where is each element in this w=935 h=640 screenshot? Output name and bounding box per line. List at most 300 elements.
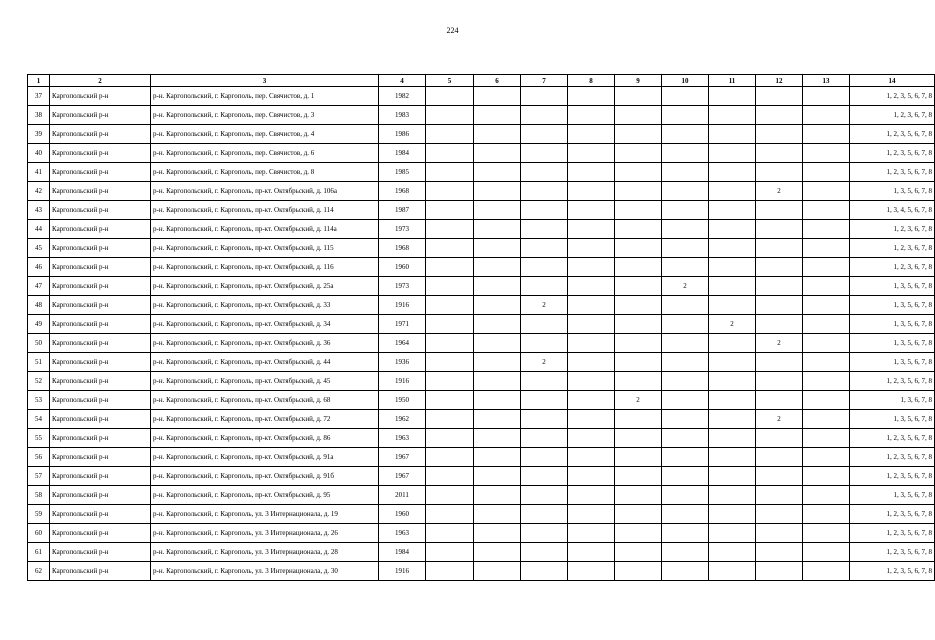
col-7-cell bbox=[521, 87, 568, 106]
col-6-cell bbox=[474, 543, 521, 562]
header-cell-col-4: 4 bbox=[379, 75, 426, 87]
codes-cell: 1, 2, 3, 5, 6, 7, 8 bbox=[850, 543, 935, 562]
col-5-cell bbox=[426, 258, 474, 277]
col-7-cell bbox=[521, 505, 568, 524]
row-number-cell: 56 bbox=[28, 448, 50, 467]
col-7-cell bbox=[521, 448, 568, 467]
header-cell-col-10: 10 bbox=[662, 75, 709, 87]
header-cell-col-11: 11 bbox=[709, 75, 756, 87]
table-row bbox=[28, 277, 935, 296]
col-6-cell bbox=[474, 334, 521, 353]
col-11-cell bbox=[709, 353, 756, 372]
col-10-cell bbox=[662, 505, 709, 524]
address-cell: р-н. Каргопольский, г. Каргополь, пр-кт. Октябрьский, д. 33 bbox=[151, 296, 379, 315]
row-number-cell: 41 bbox=[28, 163, 50, 182]
col-6-cell bbox=[474, 220, 521, 239]
year-cell: 1960 bbox=[379, 505, 426, 524]
address-cell: р-н. Каргопольский, г. Каргополь, пр-кт. Октябрьский, д. 91а bbox=[151, 448, 379, 467]
col-8-cell bbox=[568, 410, 615, 429]
codes-cell: 1, 3, 5, 6, 7, 8 bbox=[850, 277, 935, 296]
col-12-cell bbox=[756, 524, 803, 543]
col-10-cell bbox=[662, 258, 709, 277]
col-8-cell bbox=[568, 505, 615, 524]
col-9-cell bbox=[615, 315, 662, 334]
table-row bbox=[28, 144, 935, 163]
col-6-cell bbox=[474, 372, 521, 391]
row-number-cell: 37 bbox=[28, 87, 50, 106]
year-cell: 1983 bbox=[379, 106, 426, 125]
header-cell-col-6: 6 bbox=[474, 75, 521, 87]
col-7-cell bbox=[521, 410, 568, 429]
row-number-cell: 54 bbox=[28, 410, 50, 429]
col-13-cell bbox=[803, 258, 850, 277]
col-9-cell bbox=[615, 448, 662, 467]
year-cell: 1967 bbox=[379, 448, 426, 467]
year-cell: 1960 bbox=[379, 258, 426, 277]
col-10-cell bbox=[662, 410, 709, 429]
codes-cell: 1, 2, 3, 5, 6, 7, 8 bbox=[850, 562, 935, 581]
col-7-cell bbox=[521, 239, 568, 258]
address-cell: р-н. Каргопольский, г. Каргополь, ул. 3 Интернационала, д. 26 bbox=[151, 524, 379, 543]
year-cell: 1968 bbox=[379, 239, 426, 258]
col-12-cell bbox=[756, 258, 803, 277]
table-row bbox=[28, 125, 935, 144]
codes-cell: 1, 3, 5, 6, 7, 8 bbox=[850, 486, 935, 505]
col-10-cell bbox=[662, 296, 709, 315]
codes-cell: 1, 2, 3, 5, 6, 7, 8 bbox=[850, 429, 935, 448]
row-number-cell: 52 bbox=[28, 372, 50, 391]
col-13-cell bbox=[803, 296, 850, 315]
district-cell: Каргопольский р-н bbox=[50, 277, 151, 296]
col-11-cell bbox=[709, 277, 756, 296]
col-12-cell bbox=[756, 106, 803, 125]
col-13-cell bbox=[803, 201, 850, 220]
row-number-cell: 43 bbox=[28, 201, 50, 220]
col-13-cell bbox=[803, 220, 850, 239]
col-7-cell bbox=[521, 334, 568, 353]
table-row bbox=[28, 410, 935, 429]
col-5-cell bbox=[426, 429, 474, 448]
year-cell: 1971 bbox=[379, 315, 426, 334]
col-6-cell bbox=[474, 467, 521, 486]
col-11-cell bbox=[709, 372, 756, 391]
col-8-cell bbox=[568, 391, 615, 410]
col-12-cell bbox=[756, 353, 803, 372]
year-cell: 1984 bbox=[379, 543, 426, 562]
address-cell: р-н. Каргопольский, г. Каргополь, пер. Свячистов, д. 6 bbox=[151, 144, 379, 163]
codes-cell: 1, 2, 3, 5, 6, 7, 8 bbox=[850, 505, 935, 524]
header-cell-col-5: 5 bbox=[426, 75, 474, 87]
col-10-cell bbox=[662, 144, 709, 163]
codes-cell: 1, 3, 6, 7, 8 bbox=[850, 391, 935, 410]
col-5-cell bbox=[426, 524, 474, 543]
col-8-cell bbox=[568, 296, 615, 315]
codes-cell: 1, 3, 4, 5, 6, 7, 8 bbox=[850, 201, 935, 220]
col-12-cell bbox=[756, 448, 803, 467]
col-5-cell bbox=[426, 87, 474, 106]
col-11-cell bbox=[709, 543, 756, 562]
table-row bbox=[28, 353, 935, 372]
table-row bbox=[28, 220, 935, 239]
table-row bbox=[28, 258, 935, 277]
col-10-cell bbox=[662, 353, 709, 372]
district-cell: Каргопольский р-н bbox=[50, 87, 151, 106]
col-5-cell bbox=[426, 125, 474, 144]
col-9-cell bbox=[615, 353, 662, 372]
address-cell: р-н. Каргопольский, г. Каргополь, пр-кт. Октябрьский, д. 45 bbox=[151, 372, 379, 391]
col-13-cell bbox=[803, 315, 850, 334]
table-row bbox=[28, 543, 935, 562]
col-7-cell bbox=[521, 125, 568, 144]
col-13-cell bbox=[803, 467, 850, 486]
row-number-cell: 47 bbox=[28, 277, 50, 296]
codes-cell: 1, 2, 3, 5, 6, 7, 8 bbox=[850, 144, 935, 163]
table-row bbox=[28, 296, 935, 315]
col-12-cell: 2 bbox=[756, 410, 803, 429]
col-8-cell bbox=[568, 353, 615, 372]
table-row bbox=[28, 391, 935, 410]
col-13-cell bbox=[803, 277, 850, 296]
col-12-cell bbox=[756, 144, 803, 163]
col-5-cell bbox=[426, 163, 474, 182]
year-cell: 1968 bbox=[379, 182, 426, 201]
row-number-cell: 38 bbox=[28, 106, 50, 125]
col-7-cell bbox=[521, 201, 568, 220]
row-number-cell: 39 bbox=[28, 125, 50, 144]
codes-cell: 1, 2, 3, 5, 6, 7, 8 bbox=[850, 467, 935, 486]
col-9-cell bbox=[615, 410, 662, 429]
col-5-cell bbox=[426, 182, 474, 201]
header-cell-col-1: 1 bbox=[28, 75, 50, 87]
col-10-cell bbox=[662, 467, 709, 486]
district-cell: Каргопольский р-н bbox=[50, 562, 151, 581]
col-7-cell bbox=[521, 524, 568, 543]
col-11-cell bbox=[709, 106, 756, 125]
housing-registry-table bbox=[27, 74, 935, 581]
col-11-cell bbox=[709, 87, 756, 106]
col-10-cell: 2 bbox=[662, 277, 709, 296]
col-7-cell bbox=[521, 144, 568, 163]
col-9-cell bbox=[615, 277, 662, 296]
header-row bbox=[28, 75, 935, 87]
col-8-cell bbox=[568, 448, 615, 467]
col-13-cell bbox=[803, 239, 850, 258]
row-number-cell: 40 bbox=[28, 144, 50, 163]
district-cell: Каргопольский р-н bbox=[50, 296, 151, 315]
col-8-cell bbox=[568, 201, 615, 220]
col-5-cell bbox=[426, 486, 474, 505]
col-5-cell bbox=[426, 391, 474, 410]
codes-cell: 1, 3, 5, 6, 7, 8 bbox=[850, 296, 935, 315]
header-cell-col-12: 12 bbox=[756, 75, 803, 87]
col-5-cell bbox=[426, 562, 474, 581]
col-8-cell bbox=[568, 106, 615, 125]
col-12-cell bbox=[756, 391, 803, 410]
col-9-cell bbox=[615, 429, 662, 448]
address-cell: р-н. Каргопольский, г. Каргополь, пр-кт. Октябрьский, д. 36 bbox=[151, 334, 379, 353]
district-cell: Каргопольский р-н bbox=[50, 505, 151, 524]
col-10-cell bbox=[662, 543, 709, 562]
col-11-cell bbox=[709, 239, 756, 258]
col-12-cell: 2 bbox=[756, 334, 803, 353]
header-cell-col-8: 8 bbox=[568, 75, 615, 87]
address-cell: р-н. Каргопольский, г. Каргополь, пр-кт. Октябрьский, д. 106а bbox=[151, 182, 379, 201]
header-cell-col-13: 13 bbox=[803, 75, 850, 87]
address-cell: р-н. Каргопольский, г. Каргополь, пер. Свячистов, д. 8 bbox=[151, 163, 379, 182]
year-cell: 1963 bbox=[379, 524, 426, 543]
year-cell: 1982 bbox=[379, 87, 426, 106]
col-11-cell bbox=[709, 524, 756, 543]
col-7-cell bbox=[521, 429, 568, 448]
col-6-cell bbox=[474, 239, 521, 258]
col-10-cell bbox=[662, 201, 709, 220]
district-cell: Каргопольский р-н bbox=[50, 543, 151, 562]
col-13-cell bbox=[803, 87, 850, 106]
col-8-cell bbox=[568, 220, 615, 239]
col-9-cell bbox=[615, 334, 662, 353]
col-8-cell bbox=[568, 562, 615, 581]
col-6-cell bbox=[474, 486, 521, 505]
col-11-cell bbox=[709, 144, 756, 163]
address-cell: р-н. Каргопольский, г. Каргополь, пр-кт. Октябрьский, д. 114 bbox=[151, 201, 379, 220]
col-13-cell bbox=[803, 334, 850, 353]
table-row bbox=[28, 182, 935, 201]
col-13-cell bbox=[803, 163, 850, 182]
col-7-cell bbox=[521, 182, 568, 201]
col-10-cell bbox=[662, 334, 709, 353]
address-cell: р-н. Каргопольский, г. Каргополь, пр-кт. Октябрьский, д. 114а bbox=[151, 220, 379, 239]
col-10-cell bbox=[662, 87, 709, 106]
header-cell-col-14: 14 bbox=[850, 75, 935, 87]
col-10-cell bbox=[662, 315, 709, 334]
codes-cell: 1, 3, 5, 6, 7, 8 bbox=[850, 353, 935, 372]
col-8-cell bbox=[568, 277, 615, 296]
col-10-cell bbox=[662, 486, 709, 505]
address-cell: р-н. Каргопольский, г. Каргополь, пр-кт. Октябрьский, д. 34 bbox=[151, 315, 379, 334]
col-11-cell bbox=[709, 258, 756, 277]
col-7-cell: 2 bbox=[521, 353, 568, 372]
col-5-cell bbox=[426, 543, 474, 562]
district-cell: Каргопольский р-н bbox=[50, 334, 151, 353]
col-5-cell bbox=[426, 296, 474, 315]
district-cell: Каргопольский р-н bbox=[50, 182, 151, 201]
col-12-cell bbox=[756, 505, 803, 524]
row-number-cell: 50 bbox=[28, 334, 50, 353]
year-cell: 1916 bbox=[379, 372, 426, 391]
col-6-cell bbox=[474, 144, 521, 163]
codes-cell: 1, 2, 3, 5, 6, 7, 8 bbox=[850, 524, 935, 543]
address-cell: р-н. Каргопольский, г. Каргополь, пр-кт. Октябрьский, д. 116 bbox=[151, 258, 379, 277]
col-6-cell bbox=[474, 429, 521, 448]
col-5-cell bbox=[426, 334, 474, 353]
col-9-cell bbox=[615, 524, 662, 543]
col-5-cell bbox=[426, 315, 474, 334]
col-11-cell bbox=[709, 486, 756, 505]
col-13-cell bbox=[803, 448, 850, 467]
col-9-cell bbox=[615, 467, 662, 486]
address-cell: р-н. Каргопольский, г. Каргополь, ул. 3 Интернационала, д. 19 bbox=[151, 505, 379, 524]
col-6-cell bbox=[474, 410, 521, 429]
year-cell: 1967 bbox=[379, 467, 426, 486]
col-8-cell bbox=[568, 87, 615, 106]
row-number-cell: 51 bbox=[28, 353, 50, 372]
col-12-cell bbox=[756, 201, 803, 220]
col-6-cell bbox=[474, 353, 521, 372]
col-7-cell bbox=[521, 220, 568, 239]
col-11-cell bbox=[709, 182, 756, 201]
col-11-cell bbox=[709, 505, 756, 524]
col-9-cell bbox=[615, 144, 662, 163]
year-cell: 1987 bbox=[379, 201, 426, 220]
col-9-cell bbox=[615, 543, 662, 562]
col-7-cell bbox=[521, 391, 568, 410]
col-13-cell bbox=[803, 486, 850, 505]
col-10-cell bbox=[662, 372, 709, 391]
col-8-cell bbox=[568, 182, 615, 201]
district-cell: Каргопольский р-н bbox=[50, 467, 151, 486]
col-12-cell bbox=[756, 163, 803, 182]
col-6-cell bbox=[474, 315, 521, 334]
col-7-cell bbox=[521, 467, 568, 486]
col-7-cell bbox=[521, 372, 568, 391]
col-7-cell bbox=[521, 277, 568, 296]
col-10-cell bbox=[662, 125, 709, 144]
col-12-cell bbox=[756, 315, 803, 334]
col-10-cell bbox=[662, 524, 709, 543]
table-row bbox=[28, 505, 935, 524]
col-11-cell: 2 bbox=[709, 315, 756, 334]
col-13-cell bbox=[803, 562, 850, 581]
col-8-cell bbox=[568, 315, 615, 334]
col-9-cell bbox=[615, 562, 662, 581]
col-12-cell bbox=[756, 220, 803, 239]
year-cell: 1962 bbox=[379, 410, 426, 429]
table-header bbox=[28, 75, 935, 87]
col-10-cell bbox=[662, 429, 709, 448]
col-7-cell bbox=[521, 562, 568, 581]
district-cell: Каргопольский р-н bbox=[50, 448, 151, 467]
col-9-cell bbox=[615, 106, 662, 125]
header-cell-col-3: 3 bbox=[151, 75, 379, 87]
col-13-cell bbox=[803, 524, 850, 543]
codes-cell: 1, 3, 5, 6, 7, 8 bbox=[850, 182, 935, 201]
address-cell: р-н. Каргопольский, г. Каргополь, пр-кт. Октябрьский, д. 72 bbox=[151, 410, 379, 429]
col-11-cell bbox=[709, 391, 756, 410]
row-number-cell: 42 bbox=[28, 182, 50, 201]
district-cell: Каргопольский р-н bbox=[50, 125, 151, 144]
col-11-cell bbox=[709, 429, 756, 448]
header-cell-col-2: 2 bbox=[50, 75, 151, 87]
codes-cell: 1, 2, 3, 5, 6, 7, 8 bbox=[850, 125, 935, 144]
district-cell: Каргопольский р-н bbox=[50, 410, 151, 429]
col-12-cell bbox=[756, 486, 803, 505]
row-number-cell: 53 bbox=[28, 391, 50, 410]
col-5-cell bbox=[426, 410, 474, 429]
row-number-cell: 58 bbox=[28, 486, 50, 505]
district-cell: Каргопольский р-н bbox=[50, 220, 151, 239]
table-row bbox=[28, 467, 935, 486]
year-cell: 1950 bbox=[379, 391, 426, 410]
row-number-cell: 57 bbox=[28, 467, 50, 486]
col-8-cell bbox=[568, 334, 615, 353]
codes-cell: 1, 2, 3, 6, 7, 8 bbox=[850, 106, 935, 125]
col-8-cell bbox=[568, 372, 615, 391]
row-number-cell: 46 bbox=[28, 258, 50, 277]
col-7-cell bbox=[521, 543, 568, 562]
col-6-cell bbox=[474, 391, 521, 410]
address-cell: р-н. Каргопольский, г. Каргополь, пер. Свячистов, д. 4 bbox=[151, 125, 379, 144]
col-8-cell bbox=[568, 486, 615, 505]
col-8-cell bbox=[568, 524, 615, 543]
table-row bbox=[28, 334, 935, 353]
codes-cell: 1, 2, 3, 6, 7, 8 bbox=[850, 220, 935, 239]
col-8-cell bbox=[568, 239, 615, 258]
header-cell-col-9: 9 bbox=[615, 75, 662, 87]
col-6-cell bbox=[474, 87, 521, 106]
codes-cell: 1, 2, 3, 5, 6, 7, 8 bbox=[850, 448, 935, 467]
address-cell: р-н. Каргопольский, г. Каргополь, пер. Свячистов, д. 1 bbox=[151, 87, 379, 106]
col-6-cell bbox=[474, 562, 521, 581]
col-7-cell: 2 bbox=[521, 296, 568, 315]
col-11-cell bbox=[709, 163, 756, 182]
col-9-cell bbox=[615, 201, 662, 220]
col-6-cell bbox=[474, 277, 521, 296]
col-8-cell bbox=[568, 144, 615, 163]
col-8-cell bbox=[568, 258, 615, 277]
col-11-cell bbox=[709, 410, 756, 429]
col-11-cell bbox=[709, 467, 756, 486]
row-number-cell: 62 bbox=[28, 562, 50, 581]
col-12-cell bbox=[756, 562, 803, 581]
year-cell: 1984 bbox=[379, 144, 426, 163]
col-13-cell bbox=[803, 391, 850, 410]
row-number-cell: 49 bbox=[28, 315, 50, 334]
table-row bbox=[28, 106, 935, 125]
col-9-cell bbox=[615, 258, 662, 277]
col-9-cell bbox=[615, 163, 662, 182]
col-13-cell bbox=[803, 353, 850, 372]
col-12-cell bbox=[756, 467, 803, 486]
district-cell: Каргопольский р-н bbox=[50, 391, 151, 410]
year-cell: 2011 bbox=[379, 486, 426, 505]
col-8-cell bbox=[568, 543, 615, 562]
col-9-cell bbox=[615, 505, 662, 524]
col-11-cell bbox=[709, 220, 756, 239]
year-cell: 1985 bbox=[379, 163, 426, 182]
district-cell: Каргопольский р-н bbox=[50, 486, 151, 505]
col-5-cell bbox=[426, 144, 474, 163]
row-number-cell: 59 bbox=[28, 505, 50, 524]
table-row bbox=[28, 163, 935, 182]
year-cell: 1964 bbox=[379, 334, 426, 353]
table-body bbox=[28, 87, 935, 581]
table-row bbox=[28, 429, 935, 448]
col-13-cell bbox=[803, 144, 850, 163]
col-13-cell bbox=[803, 429, 850, 448]
codes-cell: 1, 2, 3, 5, 6, 7, 8 bbox=[850, 163, 935, 182]
table-row bbox=[28, 486, 935, 505]
address-cell: р-н. Каргопольский, г. Каргополь, пр-кт. Октябрьский, д. 25а bbox=[151, 277, 379, 296]
district-cell: Каргопольский р-н bbox=[50, 239, 151, 258]
district-cell: Каргопольский р-н bbox=[50, 144, 151, 163]
col-11-cell bbox=[709, 448, 756, 467]
district-cell: Каргопольский р-н bbox=[50, 106, 151, 125]
col-6-cell bbox=[474, 182, 521, 201]
district-cell: Каргопольский р-н bbox=[50, 429, 151, 448]
col-5-cell bbox=[426, 201, 474, 220]
col-13-cell bbox=[803, 372, 850, 391]
col-12-cell bbox=[756, 543, 803, 562]
